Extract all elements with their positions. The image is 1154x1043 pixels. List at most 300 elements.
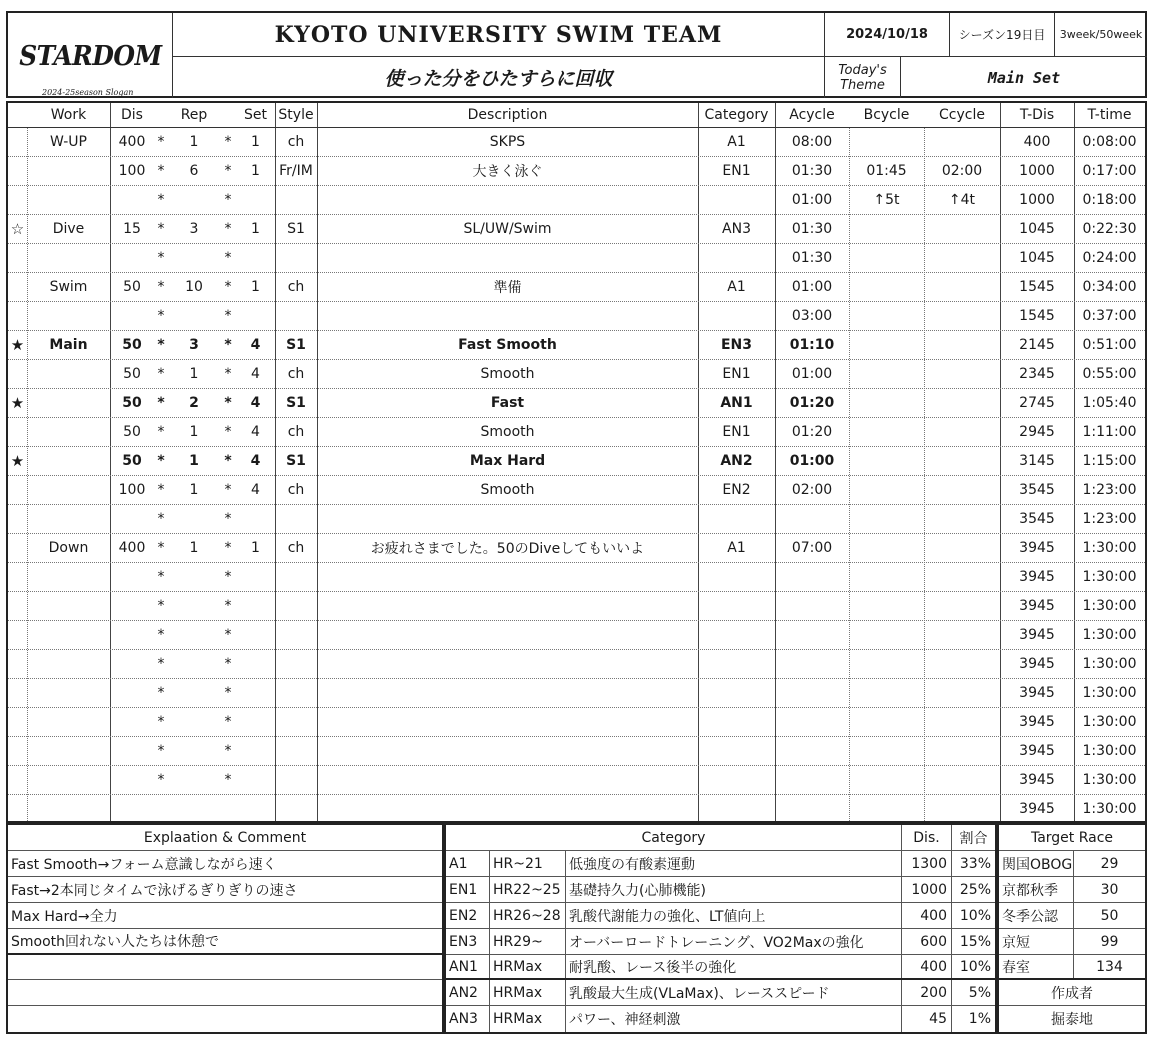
row-work [27,447,110,475]
row-times-2: * [224,221,232,237]
row-dis [110,186,154,214]
category-pct: 15% [951,929,995,954]
category-row [446,929,995,955]
col-work: Work [50,107,87,123]
row-rep [168,737,220,765]
row-set: 4 [251,366,260,382]
author-name-row [999,1006,1145,1032]
row-times-1: * [157,221,165,237]
table-row [8,737,1145,766]
row-acycle [775,621,849,649]
row-tdis: 400 [1023,134,1051,150]
category-dis: 45 [901,1006,951,1032]
row-category: AN1 [720,395,753,411]
row-bcycle [849,766,924,794]
target-race-row [999,903,1145,929]
row-mark [8,563,27,591]
row-times-2: * [224,163,232,179]
category-pct: 5% [951,980,995,1005]
sheet-header [6,11,1147,98]
category-code: AN2 [449,984,478,1001]
row-category: AN2 [720,453,753,469]
row-times-2: * [224,685,232,701]
row-dis [110,244,154,272]
category-row [446,851,995,877]
category-row [446,980,995,1006]
row-set [236,186,275,214]
table-row [8,766,1145,795]
row-bcycle [849,273,924,301]
row-tdis: 2745 [1019,395,1055,411]
row-style: S1 [286,395,306,411]
row-style: ch [287,134,305,150]
row-set [236,737,275,765]
comment-row [8,955,442,980]
row-bcycle [849,505,924,533]
row-category: EN1 [722,424,751,440]
category-dis: 400 [901,903,951,928]
row-ttime: 1:15:00 [1082,453,1137,469]
comment-title: Explaation & Comment [143,829,307,846]
row-dis: 50 [122,395,142,411]
row-mark: ★ [10,394,25,412]
row-tdis: 1545 [1019,308,1055,324]
row-category [698,679,775,707]
row-style: Fr/IM [279,163,313,179]
row-ttime: 0:08:00 [1082,134,1137,150]
row-rep: 1 [189,482,199,498]
row-ccycle [924,563,1000,591]
row-bcycle [849,679,924,707]
row-mark [8,766,27,794]
row-tdis: 3545 [1019,511,1055,527]
row-ccycle [924,505,1000,533]
row-times-1: * [157,482,165,498]
row-tdis: 3945 [1019,598,1055,614]
season-day-cell: シーズン19日目 [950,13,1055,57]
table-row [8,331,1145,360]
row-tdis: 3945 [1019,743,1055,759]
row-rep [168,592,220,620]
row-set [236,795,275,823]
row-ccycle [924,215,1000,243]
row-times-2: * [224,279,232,295]
row-ccycle [924,447,1000,475]
row-ccycle [924,273,1000,301]
row-dis: 50 [123,366,141,382]
row-mark [8,476,27,504]
col-set: Set [244,107,267,123]
race-name: 京短 [1002,934,1030,951]
row-description: Fast Smooth [458,337,557,353]
row-set [236,244,275,272]
row-description [317,186,698,214]
row-bcycle [849,737,924,765]
brand-logo: STARDOM [18,41,162,72]
category-desc: 乳酸代謝能力の強化、LT値向上 [565,903,901,928]
category-row [446,955,995,980]
row-times-1: * [157,424,165,440]
row-mark [8,418,27,446]
row-work [27,766,110,794]
row-description [317,650,698,678]
category-pct: 33% [951,851,995,876]
category-desc: 耐乳酸、レース後半の強化 [565,955,901,978]
category-hr: HRMax [489,1006,565,1032]
row-tdis: 2345 [1019,366,1055,382]
row-set [236,766,275,794]
row-ttime: 0:18:00 [1082,192,1137,208]
row-category [698,244,775,272]
row-times-1: * [157,685,165,701]
row-bcycle [849,331,924,359]
row-ccycle: ↑4t [948,192,976,208]
row-ttime: 0:34:00 [1082,279,1137,295]
row-tdis: 3945 [1019,772,1055,788]
row-tdis: 1545 [1019,279,1055,295]
row-ttime: 1:30:00 [1082,569,1137,585]
category-desc: 基礎持久力(心肺機能) [565,877,901,902]
row-category [698,302,775,330]
row-mark: ★ [10,336,25,354]
row-tdis: 3945 [1019,685,1055,701]
row-acycle: 01:00 [791,192,833,208]
row-rep: 3 [189,221,199,237]
row-ccycle [924,244,1000,272]
row-ccycle [924,389,1000,417]
col-ccycle: Ccycle [939,107,985,123]
row-ttime: 0:51:00 [1082,337,1137,353]
category-dis: 400 [901,955,951,978]
row-set: 1 [251,279,260,295]
row-bcycle [849,476,924,504]
comment-row [8,903,442,929]
row-category: EN2 [722,482,751,498]
comment-header-row [8,825,442,851]
row-acycle: 01:10 [789,337,835,353]
row-times-1: * [157,569,165,585]
row-ccycle [924,128,1000,156]
row-rep [168,505,220,533]
row-times-1: * [157,627,165,643]
table-row [8,418,1145,447]
row-work [27,621,110,649]
row-ccycle [924,650,1000,678]
race-days: 134 [1073,955,1145,978]
row-work [27,389,110,417]
row-bcycle [849,592,924,620]
row-category [698,766,775,794]
row-ccycle [924,592,1000,620]
row-bcycle [849,215,924,243]
category-code: EN3 [449,933,478,950]
category-code: AN3 [449,1011,478,1027]
row-bcycle [849,128,924,156]
row-times-1: * [157,192,165,208]
row-style: ch [287,540,305,556]
target-race-row [999,929,1145,955]
row-ttime: 0:17:00 [1082,163,1137,179]
row-rep [168,650,220,678]
row-description [317,505,698,533]
row-mark [8,128,27,156]
row-set [236,302,275,330]
row-times-2: * [224,424,232,440]
row-bcycle [849,795,924,823]
category-hr: HR22~25 [489,877,565,902]
row-tdis: 2145 [1019,337,1055,353]
row-set: 1 [251,163,260,179]
today-theme-label-2: Theme [840,77,885,93]
target-race-table [997,823,1147,1034]
date-cell: 2024/10/18 [825,13,950,57]
row-style [275,244,317,272]
comment-text: Max Hard→全力 [11,908,118,925]
row-times-2: * [224,395,232,411]
table-row [8,534,1145,563]
row-category: A1 [727,279,746,295]
category-desc: 乳酸最大生成(VLaMax)、レーススピード [565,980,901,1005]
row-ttime: 1:23:00 [1082,482,1137,498]
row-ttime: 1:30:00 [1082,656,1137,672]
row-set: 4 [251,482,260,498]
row-set [236,563,275,591]
row-tdis: 3545 [1019,482,1055,498]
row-work [27,650,110,678]
row-category: AN3 [722,221,751,237]
row-times-2 [220,795,236,823]
row-acycle [775,592,849,620]
table-row [8,650,1145,679]
row-work [27,737,110,765]
row-tdis: 3145 [1019,453,1055,469]
row-description [317,679,698,707]
row-tdis: 3945 [1019,569,1055,585]
row-acycle: 03:00 [791,308,833,324]
today-theme-value: Main Set [987,68,1061,87]
author-label: 作成者 [1051,985,1093,1002]
category-code: EN1 [449,881,478,898]
row-ttime: 1:30:00 [1082,714,1137,730]
row-category [698,650,775,678]
row-description: 準備 [493,280,522,296]
row-category [698,186,775,214]
category-hr: HRMax [489,955,565,978]
row-tdis: 3945 [1019,656,1055,672]
row-set: 1 [251,134,260,150]
category-ratio-label: 割合 [951,825,995,850]
row-description: 大きく泳ぐ [472,164,543,180]
row-tdis: 3945 [1019,627,1055,643]
table-row [8,389,1145,418]
row-ccycle [924,360,1000,388]
category-desc: 低強度の有酸素運動 [565,851,901,876]
race-name: 春室 [1002,959,1030,976]
row-ccycle [924,621,1000,649]
row-work [27,795,110,823]
row-work [27,476,110,504]
row-mark [8,679,27,707]
row-dis [110,650,154,678]
target-race-title: Target Race [1030,829,1114,846]
row-category [698,505,775,533]
row-bcycle [849,418,924,446]
row-set: 4 [250,337,261,353]
table-row [8,302,1145,331]
row-mark [8,273,27,301]
table-row [8,708,1145,737]
comment-row [8,1006,442,1032]
row-description: SL/UW/Swim [463,221,552,237]
row-ttime: 1:30:00 [1082,627,1137,643]
row-set: 1 [251,221,260,237]
category-hr: HR29~ [489,929,565,954]
practice-menu-table [6,101,1147,823]
row-dis: 15 [123,221,141,237]
row-times-2: * [224,308,232,324]
race-days: 30 [1073,877,1145,902]
row-style [275,302,317,330]
table-row [8,563,1145,592]
category-hr: HRMax [489,980,565,1005]
row-times-1: * [157,366,165,382]
row-style: ch [287,279,305,295]
row-rep: 2 [189,395,199,411]
row-description: Smooth [480,482,535,498]
row-description: Fast [490,395,525,411]
comment-table [6,823,444,1034]
category-pct: 25% [951,877,995,902]
row-style: ch [287,424,305,440]
row-acycle: 01:20 [791,424,833,440]
row-times-1: * [157,163,165,179]
row-acycle: 01:30 [791,221,833,237]
row-mark [8,592,27,620]
row-style [275,679,317,707]
category-hr: HR26~28 [489,903,565,928]
row-set: 4 [250,453,261,469]
row-work [27,157,110,185]
row-acycle [775,795,849,823]
col-rep: Rep [180,107,208,123]
table-row [8,592,1145,621]
row-times-2: * [224,540,232,556]
row-work [27,708,110,736]
col-acycle: Acycle [789,107,835,123]
row-times-1: * [157,772,165,788]
row-rep [168,708,220,736]
col-tdis: T-Dis [1019,107,1055,123]
row-rep [168,563,220,591]
category-dis: 1300 [901,851,951,876]
row-ccycle [924,708,1000,736]
row-description: Smooth [480,424,535,440]
row-ccycle [924,302,1000,330]
row-times-2: * [224,598,232,614]
category-row [446,877,995,903]
row-times-1: * [157,134,165,150]
row-mark [8,157,27,185]
row-work: Down [48,540,89,556]
row-times-2: * [224,656,232,672]
row-acycle [775,708,849,736]
row-acycle [775,505,849,533]
row-style [275,795,317,823]
category-code: AN1 [449,958,478,975]
row-ttime: 1:30:00 [1082,685,1137,701]
table-row [8,505,1145,534]
row-mark [8,302,27,330]
row-set: 1 [251,540,260,556]
row-work [27,418,110,446]
row-dis [110,679,154,707]
col-bcycle: Bcycle [863,107,910,123]
row-rep [168,766,220,794]
row-bcycle [849,389,924,417]
row-times-2: * [224,366,232,382]
row-bcycle [849,708,924,736]
row-set [236,650,275,678]
comment-row [8,980,442,1006]
row-ccycle [924,418,1000,446]
row-ttime: 0:55:00 [1082,366,1137,382]
row-style [275,505,317,533]
row-description: Max Hard [469,453,546,469]
table-row [8,273,1145,302]
row-mark [8,244,27,272]
row-acycle [775,766,849,794]
row-tdis: 2945 [1019,424,1055,440]
row-times-2: * [224,511,232,527]
race-days: 50 [1073,903,1145,928]
row-dis [110,795,154,823]
row-tdis: 1045 [1019,221,1055,237]
target-race-header-row [999,825,1145,851]
row-times-1: * [157,598,165,614]
row-ttime: 1:11:00 [1082,424,1137,440]
row-times-2: * [224,134,232,150]
category-dis: 1000 [901,877,951,902]
row-set [236,505,275,533]
row-dis: 400 [118,134,146,150]
row-acycle: 01:30 [791,250,833,266]
row-bcycle: ↑5t [873,192,900,208]
row-times-2: * [224,482,232,498]
category-desc: オーバーロードトレーニング、VO2Maxの強化 [565,929,901,954]
row-times-1: * [157,308,165,324]
row-category: A1 [727,540,746,556]
row-category [698,795,775,823]
row-ttime: 1:30:00 [1082,772,1137,788]
row-tdis: 3945 [1019,801,1055,817]
table-row [8,679,1145,708]
week-cell: 3week/50week [1055,13,1147,57]
col-description: Description [467,107,548,123]
row-description [317,621,698,649]
category-desc: パワー、神経刺激 [565,1006,901,1032]
author-label-row [999,980,1145,1006]
row-ccycle [924,795,1000,823]
row-times-1: * [157,395,165,411]
table-row [8,186,1145,215]
row-style: S1 [287,221,305,237]
row-dis: 50 [122,453,142,469]
row-style [275,737,317,765]
row-acycle: 01:00 [789,453,835,469]
row-description: Smooth [480,366,535,382]
category-summary-table [444,823,997,1034]
row-dis [110,592,154,620]
